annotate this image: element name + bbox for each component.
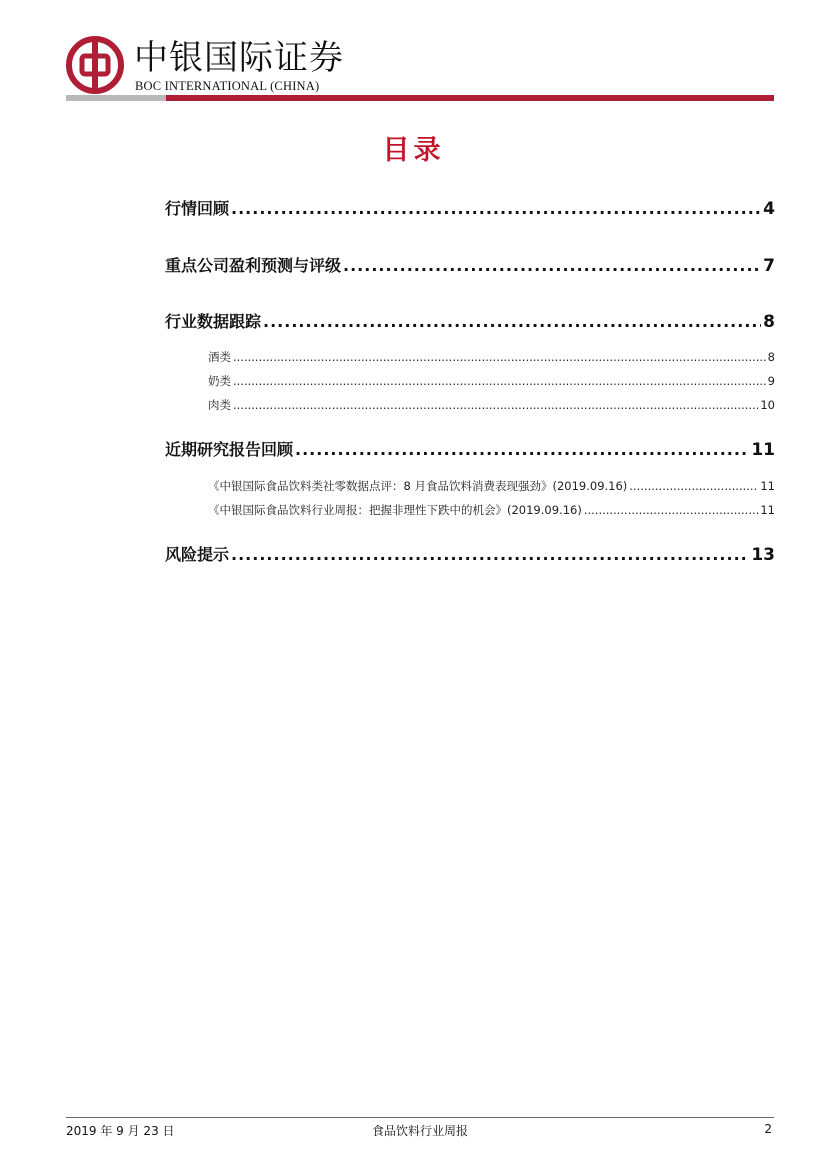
toc-subentry-meat[interactable] — [208, 397, 775, 413]
footer-report-name: 食品饮料行业周报 — [371, 1124, 468, 1138]
toc-leader-dots — [263, 312, 761, 331]
toc-entry-title: 近期研究报告回顾 — [165, 440, 294, 459]
toc-subentry-liquor[interactable] — [208, 349, 775, 365]
toc-leader-dots — [231, 545, 749, 564]
toc-subentry-page: 8 — [767, 350, 775, 364]
toc-entry-risk-warning[interactable] — [165, 542, 775, 565]
toc-subentry-title: 《中银国际食品饮料行业周报：把握非理性下跌中的机会》(2019.09.16) — [208, 503, 582, 517]
header-rule-gray — [66, 95, 166, 101]
toc-leader-dots — [233, 398, 758, 412]
toc-subentry-page: 11 — [760, 503, 775, 517]
toc-subentry-report-2[interactable] — [208, 502, 775, 518]
toc-entry-page: 8 — [763, 312, 775, 332]
toc-subentry-report-1[interactable] — [208, 478, 775, 494]
footer-page-number: 2 — [764, 1122, 772, 1136]
toc-entry-recent-reports[interactable] — [165, 437, 775, 460]
toc-leader-dots — [343, 256, 761, 275]
toc-entry-key-companies[interactable] — [165, 253, 775, 276]
footer-date: 2019 年 9 月 23 日 — [66, 1124, 175, 1138]
toc-entry-page: 13 — [751, 545, 775, 565]
toc-leader-dots — [233, 374, 766, 388]
toc-entry-title: 行情回顾 — [165, 199, 230, 218]
toc-subentry-page: 11 — [760, 479, 775, 493]
toc-entry-title: 风险提示 — [165, 545, 230, 564]
toc-subentry-title: 《中银国际食品饮料类社零数据点评：8 月食品饮料消费表现强劲》(2019.09.16) — [208, 479, 628, 493]
toc-entry-page: 7 — [763, 256, 775, 276]
toc-leader-dots — [233, 350, 766, 364]
toc-entry-page: 11 — [751, 440, 775, 460]
toc-entry-industry-data[interactable] — [165, 309, 775, 332]
header-rule-red — [166, 95, 774, 101]
toc-subentry-title: 酒类 — [208, 350, 231, 364]
toc-leader-dots — [584, 503, 759, 517]
boc-logo-icon — [66, 36, 124, 94]
toc-entry-page: 4 — [763, 199, 775, 219]
toc-subentry-page: 10 — [760, 398, 775, 412]
toc-subentry-title: 奶类 — [208, 374, 231, 388]
toc-subentry-dairy[interactable] — [208, 373, 775, 389]
toc-entry-title: 重点公司盈利预测与评级 — [165, 256, 342, 275]
page-header — [66, 36, 774, 102]
brand-name-en: BOC INTERNATIONAL (CHINA) — [135, 79, 320, 93]
brand-name-cn: 中银国际证券 — [134, 38, 344, 78]
toc-entry-market-review[interactable] — [165, 196, 775, 219]
footer-rule — [66, 1117, 774, 1118]
toc-leader-dots — [629, 479, 758, 493]
toc-subentry-title: 肉类 — [208, 398, 231, 412]
toc-entry-title: 行业数据跟踪 — [165, 312, 262, 331]
toc-leader-dots — [295, 440, 749, 459]
toc-title: 目录 — [382, 135, 445, 166]
toc-subentry-page: 9 — [767, 374, 775, 388]
toc-leader-dots — [231, 199, 761, 218]
